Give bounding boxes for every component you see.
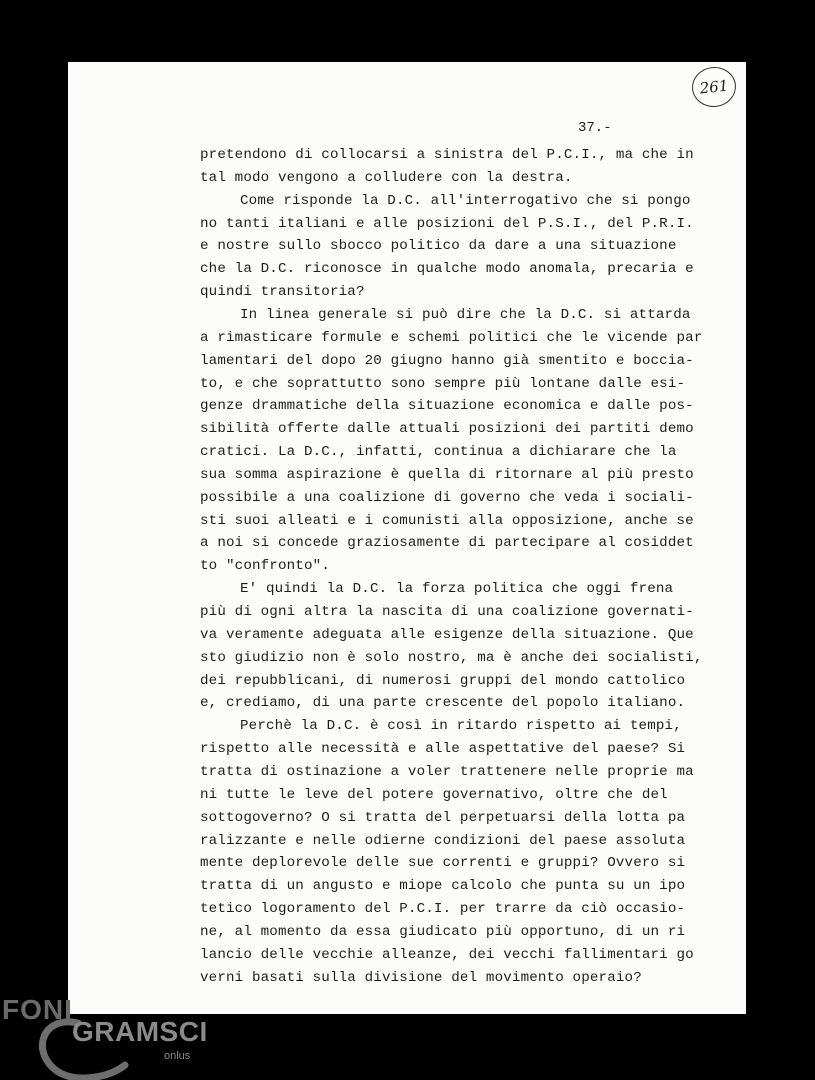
- text-line: lamentari del dopo 20 giugno hanno già smentito e boccia-: [200, 352, 694, 369]
- text-line: Come risponde la D.C. all'interrogativo che si pongo: [240, 192, 691, 209]
- text-line: a noi si concede graziosamente di partecipare al cosiddet: [200, 535, 694, 552]
- text-line: sti suoi alleati e i comunisti alla opposizione, anche se: [200, 512, 694, 529]
- text-line: sua somma aspirazione è quella di ritornare al più presto: [200, 466, 694, 483]
- text-line: E' quindi la D.C. la forza politica che oggi frena: [240, 581, 674, 598]
- text-line: tratta di un angusto e miope calcolo che punta su un ipo: [200, 878, 686, 895]
- text-line: In linea generale si può dire che la D.C. si attarda: [240, 306, 691, 323]
- text-line: sibilità offerte dalle attuali posizioni dei partiti demo: [200, 421, 694, 438]
- text-line: a rimasticare formule e schemi politici che le vicende par: [200, 329, 703, 346]
- text-line: quindi transitoria?: [200, 284, 365, 301]
- text-line: to "confronto".: [200, 558, 330, 575]
- text-line: sto giudizio non è solo nostro, ma è anche dei socialisti,: [200, 649, 703, 666]
- text-line: tratta di ostinazione a voler trattenere nelle proprie ma: [200, 763, 694, 780]
- text-line: pretendono di collocarsi a sinistra del P.C.I., ma che in: [200, 147, 694, 163]
- text-line: tal modo vengono a colludere con la destra.: [200, 169, 573, 186]
- text-line: e nostre sullo sbocco politico da dare a una situazione: [200, 238, 677, 255]
- text-line: to, e che soprattutto sono sempre più lontane dalle esi-: [200, 375, 686, 392]
- text-line: no tanti italiani e alle posizioni del P.S.I., del P.R.I.: [200, 215, 694, 232]
- text-line: sottogoverno? O si tratta del perpetuarsi della lotta pa: [200, 809, 686, 826]
- text-line: dei repubblicani, di numerosi gruppi del mondo cattolico: [200, 672, 686, 689]
- watermark-text-onlus: onlus: [164, 1050, 191, 1062]
- text-line: Perchè la D.C. è così in ritardo rispetto ai tempi,: [240, 718, 682, 735]
- watermark-text-gramsci: GRAMSCI: [72, 1016, 208, 1047]
- text-line: ni tutte le leve del potere governativo, oltre che del: [200, 786, 668, 803]
- text-line: genze drammatiche della situazione economica e dalle pos-: [200, 398, 694, 415]
- text-line: rispetto alle necessità e alle aspettative del paese? Si: [200, 741, 686, 758]
- text-line: ralizzante e nelle odierne condizioni del paese assoluta: [200, 832, 686, 849]
- text-line: più di ogni altra la nascita di una coalizione governati-: [200, 604, 694, 620]
- text-line: tetico logoramento del P.C.I. per trarre da ciò occasio-: [200, 901, 686, 918]
- text-line: va veramente adeguata alle esigenze della situazione. Que: [200, 626, 694, 643]
- text-line: che la D.C. riconosce in qualche modo anomala, precaria e: [200, 261, 694, 278]
- archive-stamp: 261: [690, 65, 738, 109]
- watermark-text-foni: FONI: [2, 994, 73, 1025]
- text-line: mente deplorevole delle sue correnti e gruppi? Ovvero si: [200, 855, 686, 872]
- text-line: ne, al momento da essa giudicato più opportuno, di un ri: [200, 923, 686, 940]
- page-number: 37.-: [578, 120, 612, 136]
- text-line: e, crediamo, di una parte crescente del popolo italiano.: [200, 695, 686, 712]
- text-line: cratici. La D.C., infatti, continua a dichiarare che la: [200, 444, 677, 461]
- text-line: lancio delle vecchie alleanze, dei vecchi fallimentari go: [200, 946, 694, 963]
- text-line: possibile a una coalizione di governo che veda i sociali-: [200, 489, 694, 506]
- text-line: verni basati sulla divisione del movimento operaio?: [200, 969, 642, 986]
